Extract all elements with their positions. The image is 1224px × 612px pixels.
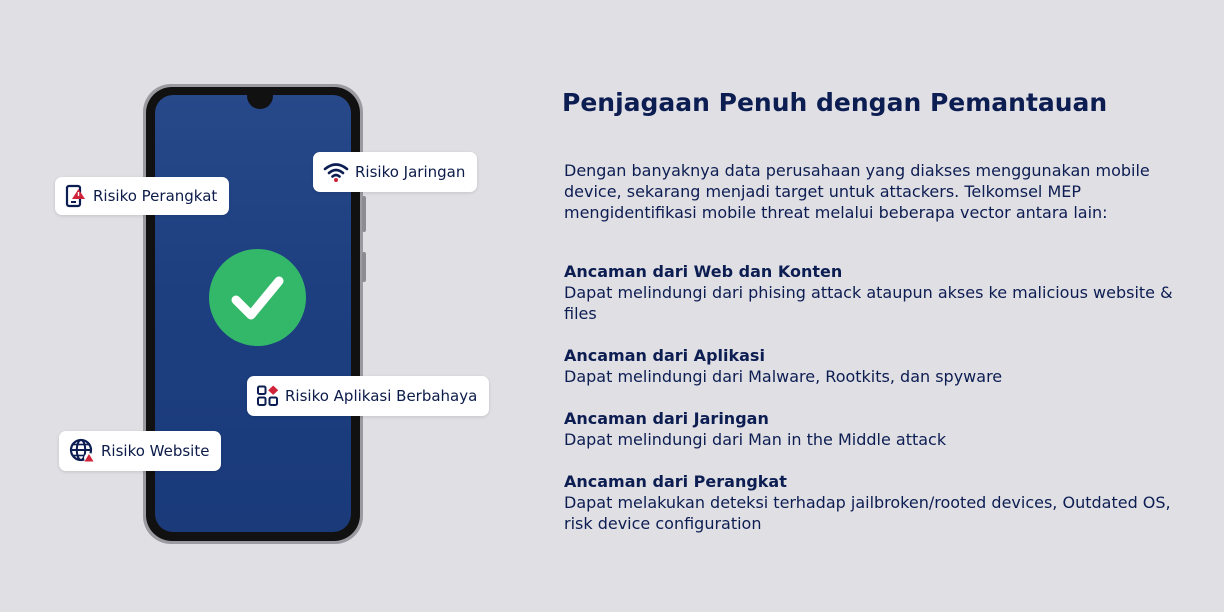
phone-power-button (362, 196, 366, 232)
section-body: Dapat melindungi dari Man in the Middle attack (564, 430, 947, 449)
tag-label: Risiko Aplikasi Berbahaya (285, 387, 478, 405)
section-body: Dapat melakukan deteksi terhadap jailbroken/rooted devices, Outdated OS, risk device configuration (564, 493, 1171, 533)
check-badge (209, 249, 306, 346)
tag-risiko-website (59, 431, 221, 471)
phone-volume-button (362, 252, 366, 282)
apps-alert-icon (257, 385, 279, 407)
section-perangkat (564, 471, 1204, 534)
globe-alert-icon (69, 438, 95, 464)
section-body: Dapat melindungi dari phising attack ataupun akses ke malicious website & files (564, 283, 1173, 323)
tag-risiko-jaringan (313, 152, 477, 192)
section-aplikasi (564, 345, 1204, 387)
section-jaringan (564, 408, 1204, 450)
intro-paragraph: Dengan banyaknya data perusahaan yang diakses menggunakan mobile device, sekarang menjadi target untuk attackers. Telkomsel MEP mengidentifikasi mobile threat melalui beberapa vector antara lain: (564, 161, 1150, 222)
device-alert-icon (65, 183, 87, 209)
tag-label: Risiko Website (101, 442, 210, 460)
section-web-konten (564, 261, 1204, 324)
tag-risiko-aplikasi (247, 376, 489, 416)
section-title: Ancaman dari Web dan Konten (564, 262, 843, 281)
tag-label: Risiko Perangkat (93, 187, 218, 205)
tag-label: Risiko Jaringan (355, 163, 466, 181)
wifi-icon (323, 161, 349, 183)
phone-notch (247, 95, 273, 109)
section-body: Dapat melindungi dari Malware, Rootkits, dan spyware (564, 367, 1003, 386)
page-title: Penjagaan Penuh dengan Pemantauan (562, 88, 1108, 117)
tag-risiko-perangkat (55, 177, 229, 215)
section-title: Ancaman dari Perangkat (564, 472, 787, 491)
section-title: Ancaman dari Jaringan (564, 409, 769, 428)
section-title: Ancaman dari Aplikasi (564, 346, 765, 365)
check-icon (209, 249, 306, 346)
